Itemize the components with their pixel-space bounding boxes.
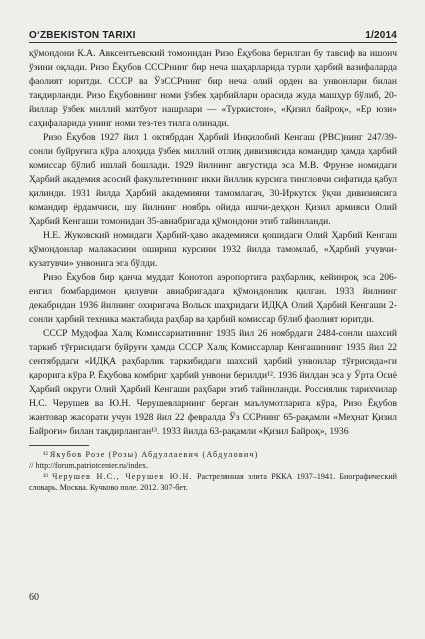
footnote-13-author: Черушев Н.С., Черушев Ю.Н.	[52, 472, 193, 481]
footnotes	[29, 449, 397, 493]
footnote-12-author: Якубов Розе (Розы) Абдуллаевич (Абдулович)	[49, 450, 259, 459]
paragraph-2: Ризо Ёқубов 1927 йил 1 октябрдан Ҳарбий Инқилобий Кенгаш (РВС)нинг 247/39-сонли буйруғига кўра алоҳида ўзбек миллий отлиқ дивизиясида командир ҳамда ҳарбий комиссар бўлиб ишлай бошлади. 1929 йилнинг августида эса М.В. Фрунзе номидаги Ҳарбий академия асосий факультетининг икки йиллик курсига тингловчи сифатида қабул қилинди. 1931 йилда Ҳарбий академияни тамомлагач, 30-Иркутск ўқчи дивизиясига командир ёрдамчиси, шу йилнинг ноябрь ойида ишчи-деҳқон Қизил армияси Олий Ҳарбий Кенгаши томонидан 35-авиабригада қўмондони этиб тайинланди.	[29, 132, 397, 227]
footnote-12	[29, 449, 397, 471]
journal-title: O‘ZBEKISTON TARIXI	[29, 30, 136, 41]
journal-page	[29, 30, 397, 493]
paragraph-3: Н.Е. Жуковский номидаги Ҳарбий-ҳаво академияси қошидаги Олий Ҳарбий Кенгаш қўмондонлар малакасини ошириш курсини 1932 йилда тамомлаб, «Ҳарбий учувчи-кузатувчи» унвонига эга бўлди.	[29, 230, 397, 269]
paragraph-5: СССР Мудофаа Халқ Комиссариатининг 1935 йил 26 ноябрдаги 2484-сонли шахсий таркиб тўғрисидаги буйруғи ҳамда СССР Халқ Комиссарлар Кенгашининг 1935 йил 22 сентябрдаги «ИДҚА раҳбарлик таркибидаги шахсий ҳарбий унвонлар тўғрисида»ги қарорига кўра Р. Ёқубова комбриг ҳарбий унвони берилди¹². 1936 йилдан эса у Ўрта Осиё Ҳарбий округи Олий Ҳарбий Кенгаши раҳбари этиб тайинланди. Россиялик тарихчилар Н.С. Черушев ва Ю.Н. Черушевларнинг берган маълумотларига кўра, Ризо Ёқубов жантовар жасорати учун 1928 йил 22 февралда Ўз ССРнинг 65-рақамли «Меҳнат Қизил Байроғи» билан тақдирланган¹³. 1933 йилда 63-рақамли «Қизил Байроқ», 1936	[29, 328, 397, 437]
footnote-divider	[29, 445, 89, 446]
footnote-12-source: // http://forum.patriotcenter.ru/index.	[29, 461, 149, 470]
issue-number: 1/2014	[365, 30, 397, 41]
paragraph-4: Ризо Ёқубов бир қанча муддат Конотоп аэропортига раҳбарлик, кейинроқ эса 206-енгил бомбардимон қилувчи авиабригадага қўмондонлик қилган. 1933 йилнинг декабридан 1936 йилнинг охиригача Вольск шаҳридаги ИДҚА Олий Ҳарбий Кенгаши 2-сонли ҳарбий техника мактабида раҳбар ва ҳарбий комиссар бўлиб фаолият юритди.	[29, 272, 397, 325]
footnote-12-marker: ¹²	[43, 450, 48, 459]
footnote-13-title: Растрелянная элита РККА 1937–1941. Биографический словарь. Москва. Кучково поле. 2012. 307-бет.	[29, 472, 397, 492]
page-number: 60	[29, 592, 39, 603]
running-header	[29, 30, 397, 43]
footnote-13-marker: ¹³	[43, 472, 48, 481]
article-body	[29, 47, 397, 439]
paragraph-1: қўмондони К.А. Авксентьевский томонидан Ризо Ёқубова берилган бу тавсиф ва ишонч ўзини оқлади. Ризо Ёқубов СССРнинг бир неча шаҳарларида турли ҳарбий вазифаларда фаолият юритди. СССР ва ЎзССРнинг бир неча олий орден ва унвонлари билан тақдирланди. Ризо Ёқубовнинг номи ўзбек ҳарбийлари орасида жуда машҳур бўлиб, 20-йиллар ўзбек миллий матбуот нашрлари — «Туркистон», «Қизил байроқ», «Ер юзи» саҳифаларида унинг номи тез-тез тилга олинади.	[29, 48, 397, 129]
footnote-13	[29, 471, 397, 493]
